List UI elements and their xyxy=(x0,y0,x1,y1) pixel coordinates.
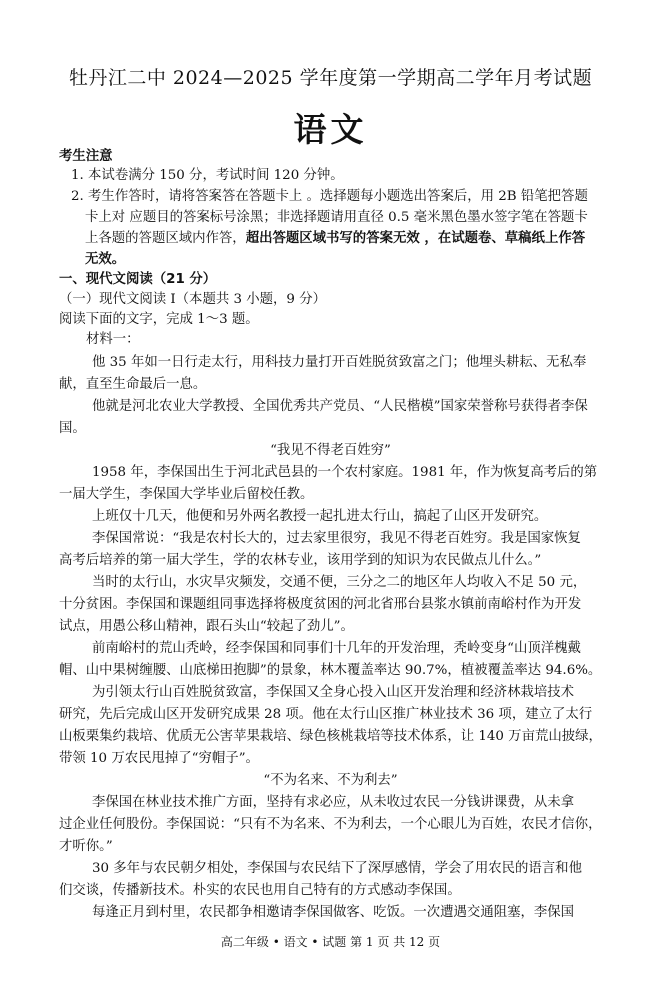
paragraph-line: 前南峪村的荒山秃岭，经李保国和同事们十几年的开发治理，秃岭变身“山顶洋槐戴 xyxy=(92,641,581,656)
notice-item-2-line-3-normal: 上各题的答题区域内作答， xyxy=(85,231,246,246)
notice-item-2-line-3-bold: 超出答题区域书写的答案无效 ，在试题卷、草稿纸上作答 xyxy=(245,231,586,246)
paragraph-line: 一届大学生，李保国大学毕业后留校任教。 xyxy=(59,487,314,502)
paragraph-line: 30 多年与农民朝夕相处，李保国与农民结下了深厚感情，学会了用农民的语言和他 xyxy=(92,861,582,876)
paragraph-line: 才听你。” xyxy=(59,839,113,854)
section-heading: 一、现代文阅读（21 分） xyxy=(59,272,217,287)
notice-item-2-line-4: 无效。 xyxy=(85,252,126,267)
paragraph-line: 李保国常说：“我是农村长大的，过去家里很穷，我见不得老百姓穷。我是国家恢复 xyxy=(92,531,581,546)
paragraph-line: 试点，用愚公移山精神，跟石头山“较起了劲儿”。 xyxy=(59,619,354,634)
notice-item-2-line-1: 2. 考生作答时，请将答案答在答题卡上 。选择题每小题选出答案后，用 2B 铅笔把答题 xyxy=(71,189,588,204)
paragraph-line: 上班仅十几天，他便和另外两名教授一起扎进太行山，搞起了山区开发研究。 xyxy=(92,509,548,524)
paragraph-line: 1958 年，李保国出生于河北武邑县的一个农村家庭。1981 年，作为恢复高考后的第 xyxy=(92,465,598,480)
exam-title: 牡丹江二中 2024—2025 学年度第一学期高二学年月考试题 xyxy=(68,67,593,89)
paragraph-line: 他就是河北农业大学教授、全国优秀共产党员、“人民楷模”国家荣誉称号获得者李保 xyxy=(92,399,588,414)
paragraph-line: 献，直至生命最后一息。 xyxy=(59,377,207,392)
notice-item-2-line-3 xyxy=(85,230,645,248)
paragraph-line: 们交谈，传播新技术。朴实的农民也用自己特有的方式感动李保国。 xyxy=(59,883,461,898)
paragraph-line: 当时的太行山，水灾旱灾频发，交通不便，三分之二的地区年人均收入不足 50 元， xyxy=(92,575,587,590)
subheading-2: “不为名来、不为利去” xyxy=(263,773,398,788)
paragraph-line: 李保国在林业技术推广方面，坚持有求必应，从未收过农民一分钱讲课费，从未拿 xyxy=(92,795,575,810)
paragraph-line: 为引领太行山百姓脱贫致富，李保国又全身心投入山区开发治理和经济林栽培技术 xyxy=(92,685,575,700)
paragraph-line: 他 35 年如一日行走太行，用科技力量打开百姓脱贫致富之门；他埋头耕耘、无私奉 xyxy=(92,355,587,370)
paragraph-line: 高考后培养的第一届大学生，学的农林专业，该用学到的知识为农民做点儿什么。” xyxy=(59,553,542,568)
reading-instruction: 阅读下面的文字，完成 1～3 题。 xyxy=(59,312,259,327)
paragraph-line: 研究，先后完成山区开发研究成果 28 项。他在太行山区推广林业技术 36 项，建立了太行 xyxy=(59,707,593,722)
notice-heading: 考生注意 xyxy=(59,149,113,164)
paragraph-line: 帽、山中果树缠腰、山底梯田抱脚”的景象，林木覆盖率达 90.7%，植被覆盖率达 94.6%。 xyxy=(59,663,602,678)
subsection-heading: （一）现代文阅读 I（本题共 3 小题，9 分） xyxy=(59,292,326,307)
subheading-1: “我见不得老百姓穷” xyxy=(270,443,391,458)
notice-item-1: 1. 本试卷满分 150 分，考试时间 120 分钟。 xyxy=(71,168,344,183)
paragraph-line: 过企业任何股份。李保国说：“只有不为名来、不为利去，一个心眼儿为百姓，农民才信你， xyxy=(59,817,602,832)
paragraph-line: 每逢正月到村里，农民都争相邀请李保国做客、吃饭。一次遭遇交通阻塞，李保国 xyxy=(92,905,575,920)
material-label: 材料一： xyxy=(86,332,140,347)
paragraph-line: 山板栗集约栽培、优质无公害苹果栽培、绿色核桃栽培等技术体系，让 140 万亩荒山披绿， xyxy=(59,729,602,744)
paragraph-line: 带领 10 万农民甩掉了“穷帽子”。 xyxy=(59,751,259,766)
subject-title: 语文 xyxy=(293,110,368,149)
notice-item-2-line-2: 卡上对 应题目的答案标号涂黑；非选择题请用直径 0.5 毫米黑色墨水签字笔在答题卡 xyxy=(85,210,588,225)
paragraph-line: 国。 xyxy=(59,421,86,436)
page-footer: 高二年级 • 语文 • 试题 第 1 页 共 12 页 xyxy=(220,935,441,949)
paragraph-line: 十分贫困。李保国和课题组同事选择将极度贫困的河北省邢台县浆水镇前南峪村作为开发 xyxy=(59,597,582,612)
